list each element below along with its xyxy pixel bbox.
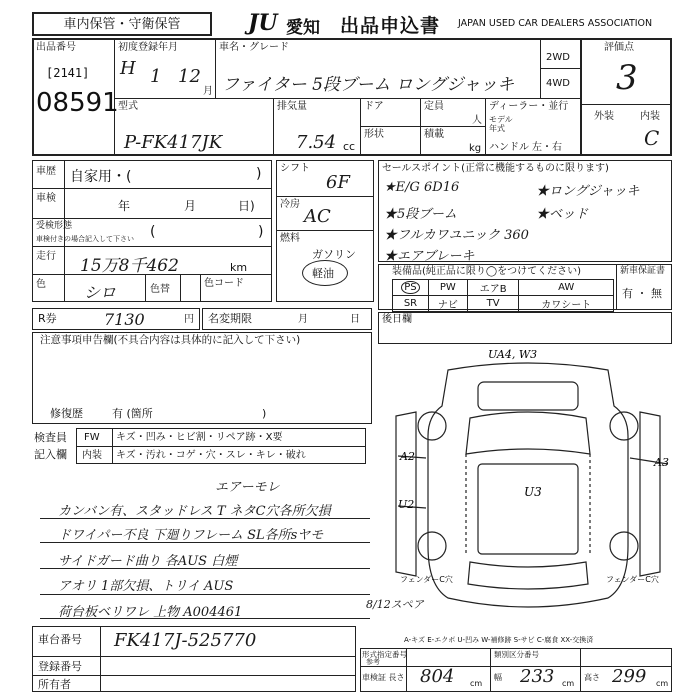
equip-aw: AW [519,280,614,296]
inspection-year: 年 [118,199,131,213]
equip-ps: PS [393,280,429,296]
name-change-month: 月 [298,314,308,325]
remark-2: カンバン有、スタッドレス T ネタC穴各所欠損 [58,504,331,519]
inspection-day: 日) [238,199,255,213]
warranty-options: 有 ・ 無 [622,287,662,300]
selling-point-6: ★エアブレーキ [384,249,475,264]
receipt-paren-close: ) [258,224,264,240]
inspection-month: 月 [184,199,197,213]
diagram-top-marks: UA4, W3 [488,348,538,361]
after-label: 後日欄 [382,314,412,325]
damage-legend: A-キズ E-エクボ U-凹み W-補修跡 S-サビ C-腐食 XX-交換済 [404,636,594,644]
shift-label: シフト [280,163,310,174]
checker-int-items: キズ・汚れ・コゲ・穴・スレ・キレ・破れ [116,450,306,461]
color-exchange-label: 色替 [150,284,170,295]
exterior-label: 外装 [594,111,614,122]
mileage-label: 走行 [36,251,56,262]
model-name-label: 車名・グレード [219,42,289,53]
steering-label: ハンドル [489,142,529,153]
name-change-label: 名変期限 [208,312,252,325]
door-label: ドア [364,101,384,112]
owner-label: 所有者 [38,678,71,691]
remark-1: エアーモレ [215,480,280,495]
repair-value: 有 (箇所 [112,407,153,420]
drive-4wd: 4WD [546,78,570,89]
form-ref: 参考 [366,658,380,666]
selling-point-5: ★フルカワユニック 360 [384,228,529,243]
receipt-label: 受検形態 [36,221,73,231]
new-warranty-label: 新車保証書 [620,266,666,276]
model-year-label: モデル年式 [489,115,513,133]
fuel-gasoline: ガソリン [312,248,356,261]
repair-label: 修復歴 [50,407,83,420]
registration-era: H [120,58,136,79]
chassis-value: FK417J-525770 [114,630,257,651]
mileage-value: 15万8千462 [80,256,179,276]
registration-label: 初度登録年月 [118,42,178,53]
brand-region: 愛知 [286,18,320,38]
dealer-label: ディーラー・並行 [489,101,569,112]
brand-logo: JU [248,10,278,36]
displacement-value: 7.54 [296,132,337,153]
remark-4: サイドガード曲り 各AUS 白煙 [58,554,238,569]
notes-label: 注意事項申告欄(不具合内容は具体的に記入して下さい) [40,334,301,346]
fuel-label: 燃料 [280,233,300,244]
capacity-label: 定員 [424,101,444,112]
equip-navi: ナビ [428,296,467,312]
inspection-label: 車検 [36,193,56,204]
length-label: 車検証 長さ [362,673,405,682]
shift-value: 6F [326,172,350,193]
model-type-label: 型式 [118,101,138,112]
entry-label: 記入欄 [34,448,67,461]
rating-score: 3 [616,58,638,98]
length-value: 804 [420,666,455,687]
vehicle-diagram [378,346,678,628]
shape-label: 形状 [364,129,384,140]
steering-options: 左・右 [532,142,562,153]
registration-year: 1 [150,66,162,87]
load-label: 積載 [424,129,444,140]
recycle-value: 7130 [104,310,145,329]
fuel-diesel: 軽油 [312,267,334,280]
displacement-label: 排気量 [277,101,307,112]
diagram-fender-left: フェンダーC穴 [400,575,453,584]
chassis-label: 車台番号 [38,633,82,646]
diagram-left-a: A2 [400,450,415,463]
drive-2wd: 2WD [546,52,570,63]
form-number-label: 形式指定番号 [362,650,407,659]
equip-pw: PW [428,280,467,296]
length-unit: cm [470,679,483,688]
equipment-table [392,279,614,312]
history-close: ) [256,166,262,182]
registration-month-suffix: 月 [203,86,213,97]
lot-code: [2141] [46,66,90,80]
color-code-label: 色コード [204,278,244,289]
equip-seat: カワシート [519,296,614,312]
equip-airbag: エアB [467,280,519,296]
equip-tv: TV [467,296,519,312]
checker-fw-items: キズ・凹み・ヒビ割・リペア跡・X要 [116,432,283,443]
history-value: 自家用・( [70,169,132,185]
doc-title: 出品申込書 [340,15,441,37]
equipment-label: 装備品(純正品に限り◯をつけてください) [392,266,581,277]
spare-note: 8/12スペア [366,598,424,611]
registration-month: 12 [178,66,201,87]
remark-5: アオリ 1部欠損、トリイ AUS [58,579,234,594]
checker-fw-label: FW [84,432,100,443]
height-unit: cm [656,679,669,688]
selling-point-1: ★E/G 6D16 [384,180,460,195]
capacity-unit: 人 [472,115,482,126]
name-change-day: 日 [350,314,360,325]
rating-label: 評価点 [604,42,634,53]
interior-label: 内装 [640,111,660,122]
diagram-fender-right: フェンダーC穴 [606,575,659,584]
diagram-left-u: U2 [398,498,415,511]
color-label: 色 [36,279,46,290]
width-value: 233 [520,666,555,687]
after-box [378,312,672,344]
selling-point-2: ★ロングジャッキ [536,184,640,199]
width-unit: cm [562,679,575,688]
displacement-unit: cc [343,140,356,153]
listing-number-label: 出品番号 [36,42,76,53]
selling-point-4: ★ベッド [536,207,589,222]
lot-number: 08591 [36,88,119,118]
width-label: 幅 [494,673,502,682]
diagram-right-a: A3 [654,456,669,469]
load-unit: kg [469,143,482,154]
model-name-value: ファイター 5段ブーム ロングジャッキ [222,75,515,95]
mileage-unit: km [230,261,248,274]
interior-grade: C [644,126,660,150]
height-value: 299 [612,666,647,687]
aircon-value: AC [304,206,331,227]
storage-label: 車内保管・守衛保管 [32,12,212,36]
equip-sr: SR [393,296,429,312]
recycle-unit: 円 [184,314,194,325]
repair-close: ) [262,407,267,420]
checker-label: 検査員 [34,431,67,444]
height-label: 高さ [584,673,600,682]
recycle-label: R券 [38,312,57,325]
remark-6: 荷台板ベリワレ 上物 A004461 [58,605,243,620]
diagram-center: U3 [524,485,542,499]
receipt-paren-open: ( [150,224,156,240]
color-value: シロ [84,283,117,302]
reg-number-label: 登録番号 [38,660,82,673]
category-number-label: 類別区分番号 [494,650,539,659]
history-label: 車歴 [36,166,56,177]
checker-int-label: 内装 [82,450,102,461]
remark-3: ドワイパー不良 下廻りフレーム SL各所sヤモ [58,528,324,543]
org-name: JAPAN USED CAR DEALERS ASSOCIATION [458,18,653,29]
model-type-value: P-FK417JK [124,132,223,153]
aircon-label: 冷房 [280,199,300,210]
receipt-note: 車検付きの場合記入して下さい [36,235,134,243]
selling-points-label: セールスポイント(正常に機能するものに限ります) [382,163,609,174]
selling-point-3: ★5段ブーム [384,207,457,222]
